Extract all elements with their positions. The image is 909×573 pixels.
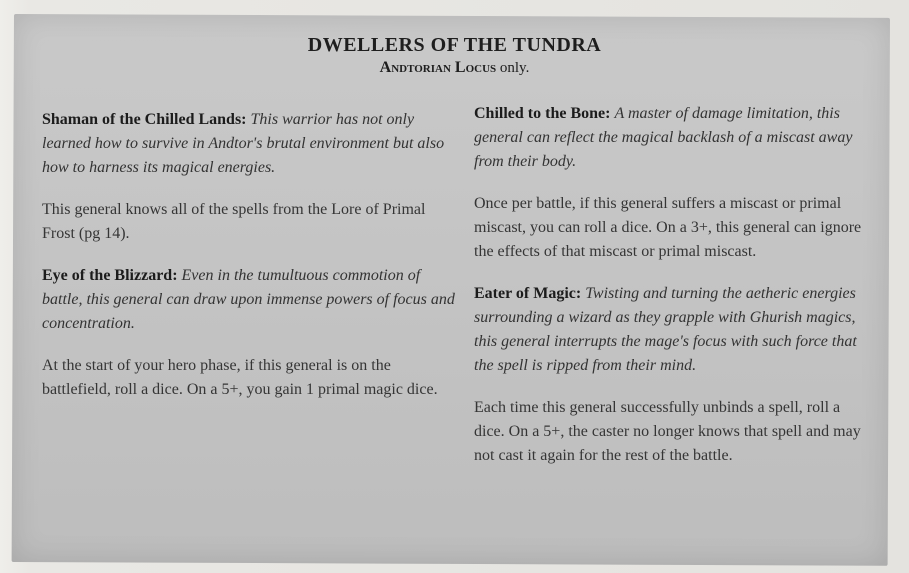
trait-shaman-rule: This general knows all of the spells from the Lore of Primal Frost (pg 14). xyxy=(42,201,426,242)
trait-blizzard-flavour-text: Even in the tumultuous commotion of battle, this general can draw upon immense powers of focus and concentration. xyxy=(42,267,455,332)
section-title: DWELLERS OF THE TUNDRA xyxy=(307,34,602,56)
trait-blizzard-flavour xyxy=(42,264,462,336)
locus-name: Andtorian Locus xyxy=(379,59,497,76)
trait-chilled-flavour-text: A master of damage limitation, this general can reflect the magical backlash of a miscast away from their body. xyxy=(474,105,853,170)
section-header xyxy=(0,32,909,78)
right-column xyxy=(474,102,874,486)
trait-eater-flavour xyxy=(474,282,874,378)
section-subtitle xyxy=(0,58,909,78)
trait-eater-flavour-text: Twisting and turning the aetheric energies surrounding a wizard as they grapple with Ghurish magics, this general interrupts the mage's focus with such force that the spell is ripped from their mind. xyxy=(474,285,857,374)
trait-shaman-flavour-text: This warrior has not only learned how to survive in Andtor's brutal environment but also how to harness its magical energies. xyxy=(42,111,445,176)
trait-blizzard-rule: At the start of your hero phase, if this general is on the battlefield, roll a dice. On a 5+, you gain 1 primal magic dice. xyxy=(42,357,438,398)
trait-chilled-rule: Once per battle, if this general suffers a miscast or primal miscast, you can roll a dice. On a 3+, this general can ignore the effects of that miscast or primal miscast. xyxy=(474,195,862,260)
trait-shaman-flavour xyxy=(42,108,462,180)
left-column xyxy=(42,108,462,420)
trait-chilled-name: Chilled to the Bone: xyxy=(474,105,611,122)
trait-blizzard-name: Eye of the Blizzard: xyxy=(42,267,178,284)
trait-shaman-name: Shaman of the Chilled Lands: xyxy=(42,111,247,128)
trait-eater-name: Eater of Magic: xyxy=(474,285,582,302)
subtitle-suffix: only. xyxy=(496,60,530,76)
trait-chilled-flavour xyxy=(474,102,874,174)
trait-eater-rule: Each time this general successfully unbinds a spell, roll a dice. On a 5+, the caster no longer knows that spell and may not cast it again for the rest of the battle. xyxy=(474,399,861,464)
